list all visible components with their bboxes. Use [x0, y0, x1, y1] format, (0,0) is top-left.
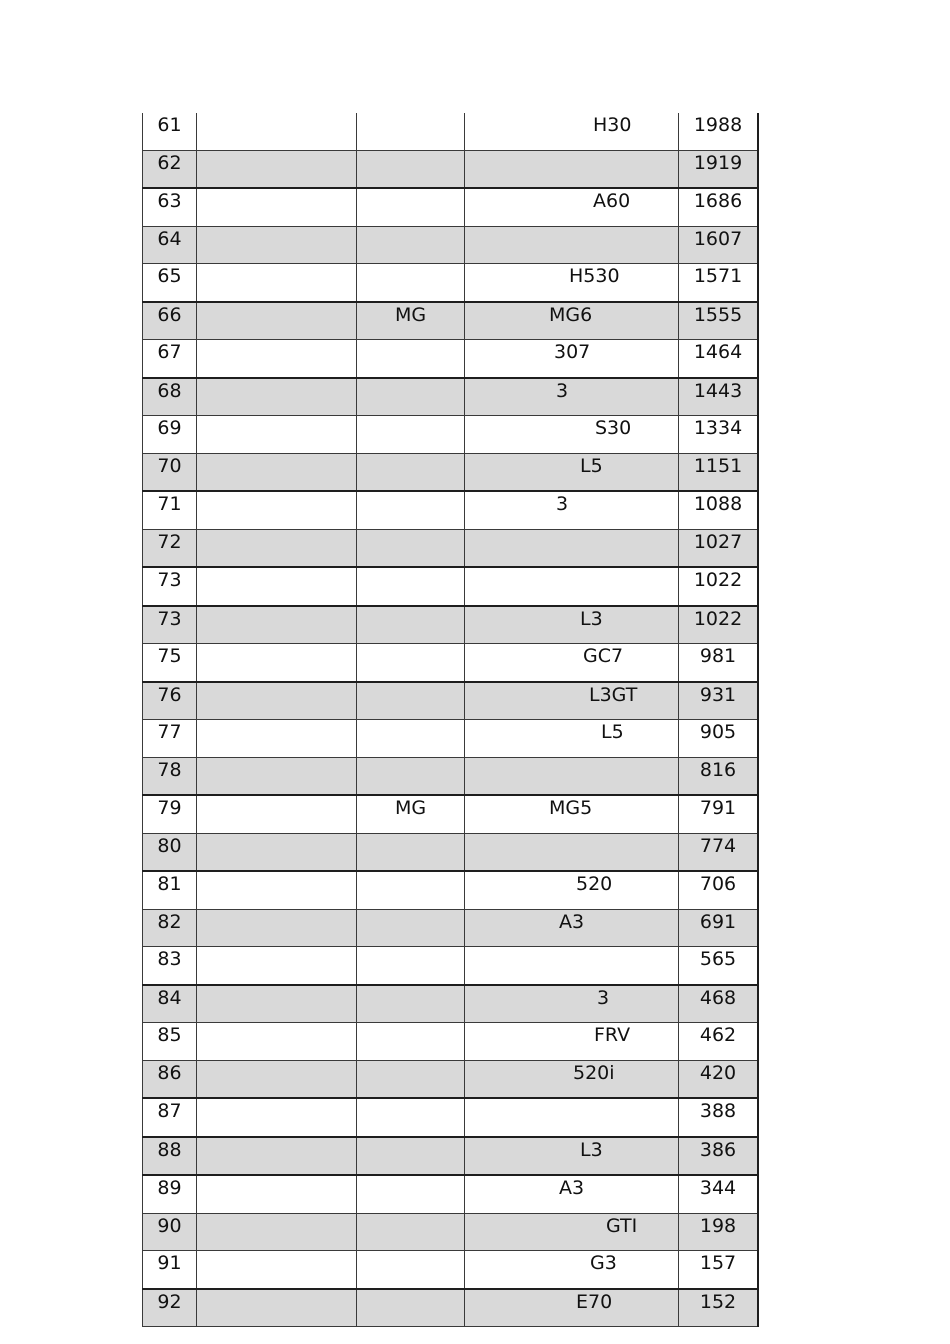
- sales-cell: 1334: [679, 416, 759, 454]
- sales-cell: 931: [679, 682, 759, 720]
- rank-cell: 65: [143, 264, 197, 302]
- model-label: 3: [556, 493, 569, 515]
- table-row: [143, 188, 759, 226]
- blank-cell: [197, 302, 357, 340]
- model-label: MG6: [549, 303, 593, 326]
- brand-cell: [357, 871, 465, 909]
- table-row: [143, 909, 759, 947]
- table-row: [143, 453, 759, 491]
- model-cell: [465, 720, 679, 758]
- model-cell: [465, 1098, 679, 1137]
- model-label: E70: [576, 1290, 613, 1313]
- table-row: [143, 644, 759, 682]
- model-cell: [465, 150, 679, 188]
- blank-cell: [197, 150, 357, 188]
- table-row: [143, 1060, 759, 1098]
- table-row: [143, 757, 759, 795]
- sales-cell: 791: [679, 795, 759, 833]
- blank-cell: [197, 1289, 357, 1327]
- sales-cell: 691: [679, 909, 759, 947]
- table-row: [143, 1098, 759, 1137]
- rank-cell: 82: [143, 909, 197, 947]
- blank-cell: [197, 188, 357, 226]
- sales-cell: 1151: [679, 453, 759, 491]
- brand-cell: [357, 1098, 465, 1137]
- rank-cell: 77: [143, 720, 197, 758]
- blank-cell: [197, 453, 357, 491]
- rank-cell: 69: [143, 416, 197, 454]
- blank-cell: [197, 1251, 357, 1289]
- sales-cell: 1088: [679, 491, 759, 529]
- sales-cell: 1919: [679, 150, 759, 188]
- model-label: 3: [597, 986, 610, 1009]
- brand-cell: [357, 416, 465, 454]
- model-cell: [465, 567, 679, 606]
- blank-cell: [197, 985, 357, 1023]
- rank-cell: 71: [143, 491, 197, 529]
- sales-cell: 198: [679, 1213, 759, 1251]
- brand-cell: [357, 150, 465, 188]
- table-row: [143, 567, 759, 606]
- table-row: [143, 302, 759, 340]
- sales-cell: 420: [679, 1060, 759, 1098]
- sales-cell: 981: [679, 644, 759, 682]
- blank-cell: [197, 606, 357, 644]
- model-cell: [465, 682, 679, 720]
- rank-cell: 67: [143, 340, 197, 378]
- rank-cell: 73: [143, 567, 197, 606]
- rank-cell: 76: [143, 682, 197, 720]
- model-label: L5: [580, 454, 603, 477]
- model-label: L3GT: [589, 683, 638, 706]
- table-row: [143, 1251, 759, 1289]
- table-row: [143, 833, 759, 871]
- model-cell: [465, 795, 679, 833]
- sales-cell: 344: [679, 1175, 759, 1213]
- table-row: [143, 606, 759, 644]
- brand-cell: [357, 644, 465, 682]
- blank-cell: [197, 226, 357, 264]
- table-row: [143, 264, 759, 302]
- model-cell: [465, 226, 679, 264]
- brand-cell: [357, 567, 465, 606]
- sales-cell: 774: [679, 833, 759, 871]
- rank-cell: 88: [143, 1137, 197, 1176]
- blank-cell: [197, 757, 357, 795]
- table-row: [143, 1175, 759, 1213]
- model-label: GTI: [606, 1214, 638, 1237]
- sales-cell: 1022: [679, 567, 759, 606]
- table-row: [143, 491, 759, 529]
- model-label: A3: [559, 1177, 585, 1199]
- brand-cell: [357, 188, 465, 226]
- blank-cell: [197, 1175, 357, 1213]
- rank-cell: 66: [143, 302, 197, 340]
- brand-cell: [357, 529, 465, 567]
- brand-cell: [357, 1137, 465, 1176]
- model-label: L3: [580, 1138, 603, 1161]
- table-row: [143, 378, 759, 416]
- model-label: G3: [590, 1252, 617, 1274]
- rank-cell: 70: [143, 453, 197, 491]
- model-cell: [465, 1060, 679, 1098]
- brand-cell: [357, 720, 465, 758]
- sales-cell: 152: [679, 1289, 759, 1327]
- blank-cell: [197, 416, 357, 454]
- brand-cell: [357, 606, 465, 644]
- brand-cell: [357, 1023, 465, 1061]
- brand-cell: [357, 1060, 465, 1098]
- model-cell: [465, 871, 679, 909]
- blank-cell: [197, 644, 357, 682]
- table-row: [143, 340, 759, 378]
- rank-cell: 79: [143, 795, 197, 833]
- rank-cell: 86: [143, 1060, 197, 1098]
- brand-cell: [357, 378, 465, 416]
- table-row: [143, 529, 759, 567]
- table-row: [143, 1289, 759, 1327]
- table-row: [143, 1023, 759, 1061]
- sales-cell: 1686: [679, 188, 759, 226]
- table-row: [143, 113, 759, 150]
- sales-cell: 157: [679, 1251, 759, 1289]
- rank-cell: 62: [143, 150, 197, 188]
- model-label: H30: [593, 114, 632, 136]
- sales-cell: 388: [679, 1098, 759, 1137]
- table-row: [143, 795, 759, 833]
- brand-cell: [357, 1175, 465, 1213]
- model-cell: [465, 1137, 679, 1176]
- blank-cell: [197, 529, 357, 567]
- rank-cell: 78: [143, 757, 197, 795]
- model-cell: [465, 1175, 679, 1213]
- model-cell: [465, 188, 679, 226]
- blank-cell: [197, 947, 357, 985]
- blank-cell: [197, 113, 357, 150]
- brand-cell: [357, 1251, 465, 1289]
- rank-cell: 63: [143, 188, 197, 226]
- blank-cell: [197, 1137, 357, 1176]
- blank-cell: [197, 1023, 357, 1061]
- table-row: [143, 226, 759, 264]
- model-cell: [465, 985, 679, 1023]
- table-row: [143, 150, 759, 188]
- rank-cell: 64: [143, 226, 197, 264]
- model-label: MG5: [549, 797, 593, 819]
- model-cell: [465, 606, 679, 644]
- brand-cell: [357, 985, 465, 1023]
- brand-cell: [357, 833, 465, 871]
- model-label: 520i: [573, 1061, 615, 1084]
- blank-cell: [197, 1060, 357, 1098]
- model-cell: [465, 264, 679, 302]
- sales-cell: 462: [679, 1023, 759, 1061]
- brand-cell: MG: [357, 302, 465, 340]
- rank-cell: 85: [143, 1023, 197, 1061]
- table-row: [143, 682, 759, 720]
- blank-cell: [197, 1213, 357, 1251]
- model-cell: [465, 113, 679, 150]
- sales-cell: 386: [679, 1137, 759, 1176]
- model-label: S30: [595, 417, 632, 439]
- brand-cell: [357, 682, 465, 720]
- model-cell: [465, 909, 679, 947]
- model-cell: [465, 491, 679, 529]
- blank-cell: [197, 909, 357, 947]
- blank-cell: [197, 264, 357, 302]
- brand-cell: [357, 1213, 465, 1251]
- model-cell: [465, 378, 679, 416]
- sales-cell: 468: [679, 985, 759, 1023]
- rank-cell: 90: [143, 1213, 197, 1251]
- model-cell: [465, 947, 679, 985]
- model-label: 307: [554, 341, 591, 363]
- model-label: 520: [576, 873, 613, 895]
- model-cell: [465, 833, 679, 871]
- model-cell: [465, 1213, 679, 1251]
- rank-cell: 91: [143, 1251, 197, 1289]
- model-cell: [465, 529, 679, 567]
- model-cell: [465, 302, 679, 340]
- rank-cell: 75: [143, 644, 197, 682]
- blank-cell: [197, 378, 357, 416]
- model-label: L3: [580, 607, 603, 630]
- sales-ranking-table: [142, 113, 759, 1327]
- model-label: A60: [593, 190, 631, 212]
- brand-cell: [357, 453, 465, 491]
- rank-cell: 68: [143, 378, 197, 416]
- blank-cell: [197, 720, 357, 758]
- model-cell: [465, 340, 679, 378]
- sales-cell: 1571: [679, 264, 759, 302]
- table-row: [143, 1137, 759, 1176]
- table-row: [143, 985, 759, 1023]
- rank-cell: 84: [143, 985, 197, 1023]
- table-row: [143, 871, 759, 909]
- sales-table-page: [142, 113, 759, 1327]
- model-cell: [465, 1023, 679, 1061]
- sales-cell: 1607: [679, 226, 759, 264]
- model-cell: [465, 416, 679, 454]
- model-label: GC7: [583, 645, 624, 667]
- blank-cell: [197, 1098, 357, 1137]
- rank-cell: 89: [143, 1175, 197, 1213]
- brand-cell: [357, 757, 465, 795]
- model-label: H530: [569, 265, 620, 287]
- sales-cell: 1443: [679, 378, 759, 416]
- model-cell: [465, 453, 679, 491]
- model-label: A3: [559, 910, 585, 933]
- model-cell: [465, 1289, 679, 1327]
- table-body: [143, 113, 759, 1327]
- table-row: [143, 720, 759, 758]
- sales-cell: 706: [679, 871, 759, 909]
- rank-cell: 92: [143, 1289, 197, 1327]
- model-label: 3: [556, 379, 569, 402]
- blank-cell: [197, 567, 357, 606]
- sales-cell: 565: [679, 947, 759, 985]
- brand-cell: [357, 491, 465, 529]
- blank-cell: [197, 682, 357, 720]
- rank-cell: 72: [143, 529, 197, 567]
- blank-cell: [197, 491, 357, 529]
- brand-cell: [357, 113, 465, 150]
- model-label: L5: [601, 721, 624, 743]
- rank-cell: 87: [143, 1098, 197, 1137]
- sales-cell: 1022: [679, 606, 759, 644]
- rank-cell: 61: [143, 113, 197, 150]
- brand-cell: [357, 947, 465, 985]
- blank-cell: [197, 833, 357, 871]
- blank-cell: [197, 795, 357, 833]
- blank-cell: [197, 871, 357, 909]
- model-label: FRV: [594, 1024, 631, 1046]
- rank-cell: 83: [143, 947, 197, 985]
- table-row: [143, 947, 759, 985]
- sales-cell: 1027: [679, 529, 759, 567]
- table-row: [143, 1213, 759, 1251]
- table-row: [143, 416, 759, 454]
- brand-cell: MG: [357, 795, 465, 833]
- sales-cell: 1464: [679, 340, 759, 378]
- model-cell: [465, 644, 679, 682]
- brand-cell: [357, 264, 465, 302]
- model-cell: [465, 757, 679, 795]
- blank-cell: [197, 340, 357, 378]
- brand-cell: [357, 1289, 465, 1327]
- rank-cell: 80: [143, 833, 197, 871]
- brand-cell: [357, 226, 465, 264]
- rank-cell: 73: [143, 606, 197, 644]
- sales-cell: 905: [679, 720, 759, 758]
- sales-cell: 1555: [679, 302, 759, 340]
- rank-cell: 81: [143, 871, 197, 909]
- brand-cell: [357, 340, 465, 378]
- brand-cell: [357, 909, 465, 947]
- sales-cell: 816: [679, 757, 759, 795]
- sales-cell: 1988: [679, 113, 759, 150]
- model-cell: [465, 1251, 679, 1289]
